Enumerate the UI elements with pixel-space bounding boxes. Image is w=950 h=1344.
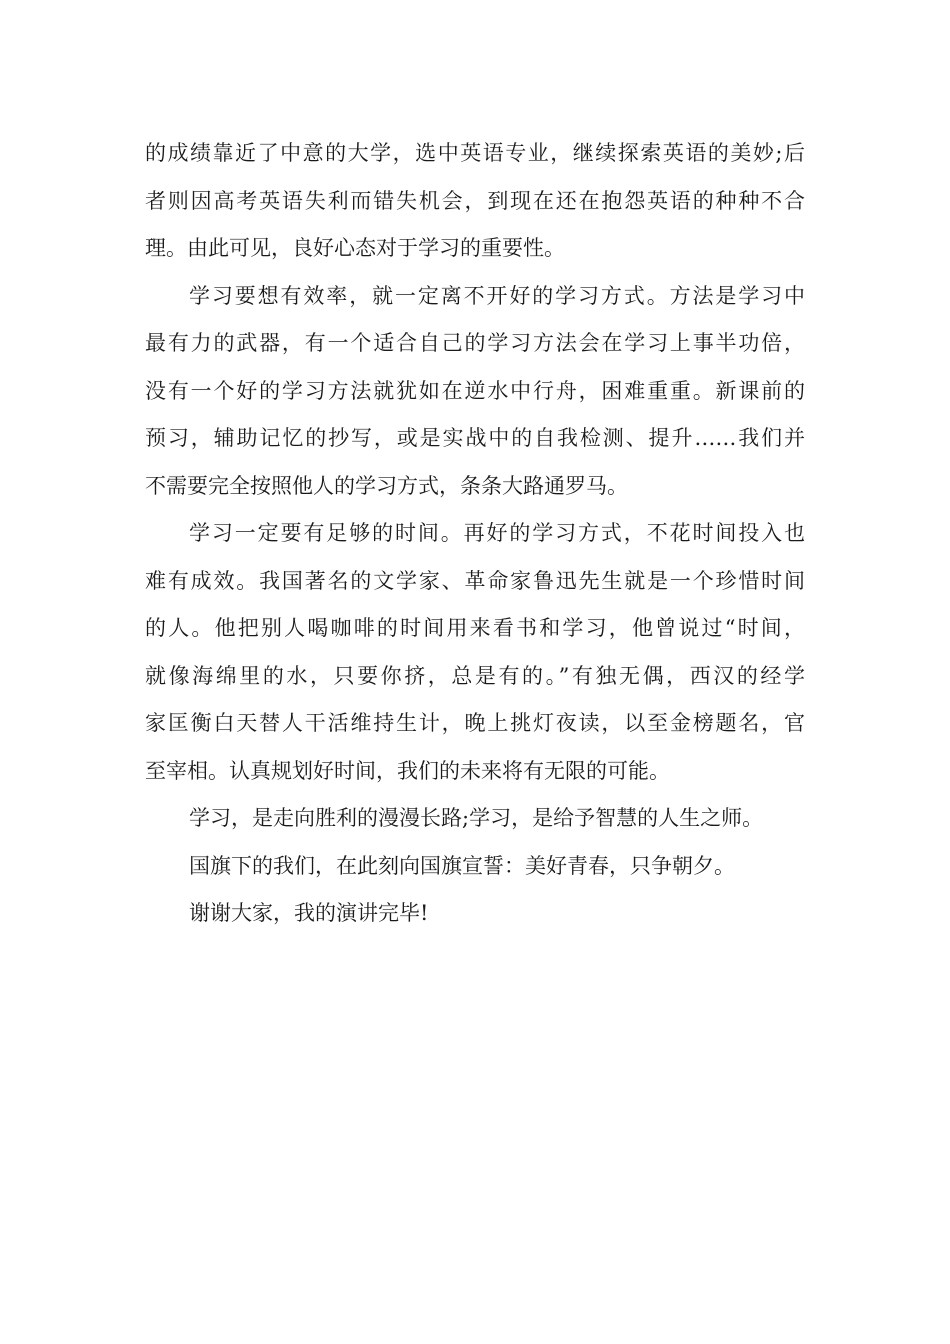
paragraph	[145, 890, 805, 938]
text-line: 理。由此可见，良好心态对于学习的重要性。	[145, 236, 565, 260]
text-line: 没有一个好的学习方法就犹如在逆水中行舟，困难重重。新课前的	[145, 378, 805, 403]
text-line: 就像海绵里的水，只要你挤，总是有的。”有独无偶，西汉的经学	[145, 663, 805, 688]
paragraph	[145, 795, 805, 843]
paragraph	[145, 843, 805, 891]
text-line: 最有力的武器，有一个适合自己的学习方法会在学习上事半功倍，	[145, 331, 805, 355]
text-line: 学习，是走向胜利的漫漫长路;学习，是给予智慧的人生之师。	[189, 806, 764, 830]
text-line: 家匡衡白天替人干活维持生计，晚上挑灯夜读，以至金榜题名，官	[145, 711, 805, 735]
text-line: 的人。他把别人喝咖啡的时间用来看书和学习，他曾说过“时间，	[145, 616, 805, 640]
text-line: 不需要完全按照他人的学习方式，条条大路通罗马。	[145, 473, 628, 498]
text-line: 学习要想有效率，就一定离不开好的学习方式。方法是学习中	[189, 283, 805, 308]
text-line: 难有成效。我国著名的文学家、革命家鲁迅先生就是一个珍惜时间	[145, 568, 805, 593]
paragraph	[145, 510, 805, 795]
text-line: 国旗下的我们，在此刻向国旗宣誓：美好青春，只争朝夕。	[189, 853, 735, 878]
text-line: 谢谢大家，我的演讲完毕!	[189, 901, 429, 925]
text-line: 学习一定要有足够的时间。再好的学习方式，不花时间投入也	[189, 521, 805, 545]
text-line: 预习，辅助记忆的抄写，或是实战中的自我检测、提升……我们并	[145, 426, 805, 450]
text-line: 的成绩靠近了中意的大学，选中英语专业，继续探索英语的美妙;后	[145, 141, 805, 165]
paragraph	[145, 130, 805, 273]
text-line: 至宰相。认真规划好时间，我们的未来将有无限的可能。	[145, 758, 670, 783]
speech-text-body	[145, 130, 805, 938]
paragraph	[145, 273, 805, 511]
text-line: 者则因高考英语失利而错失机会，到现在还在抱怨英语的种种不合	[145, 188, 805, 213]
